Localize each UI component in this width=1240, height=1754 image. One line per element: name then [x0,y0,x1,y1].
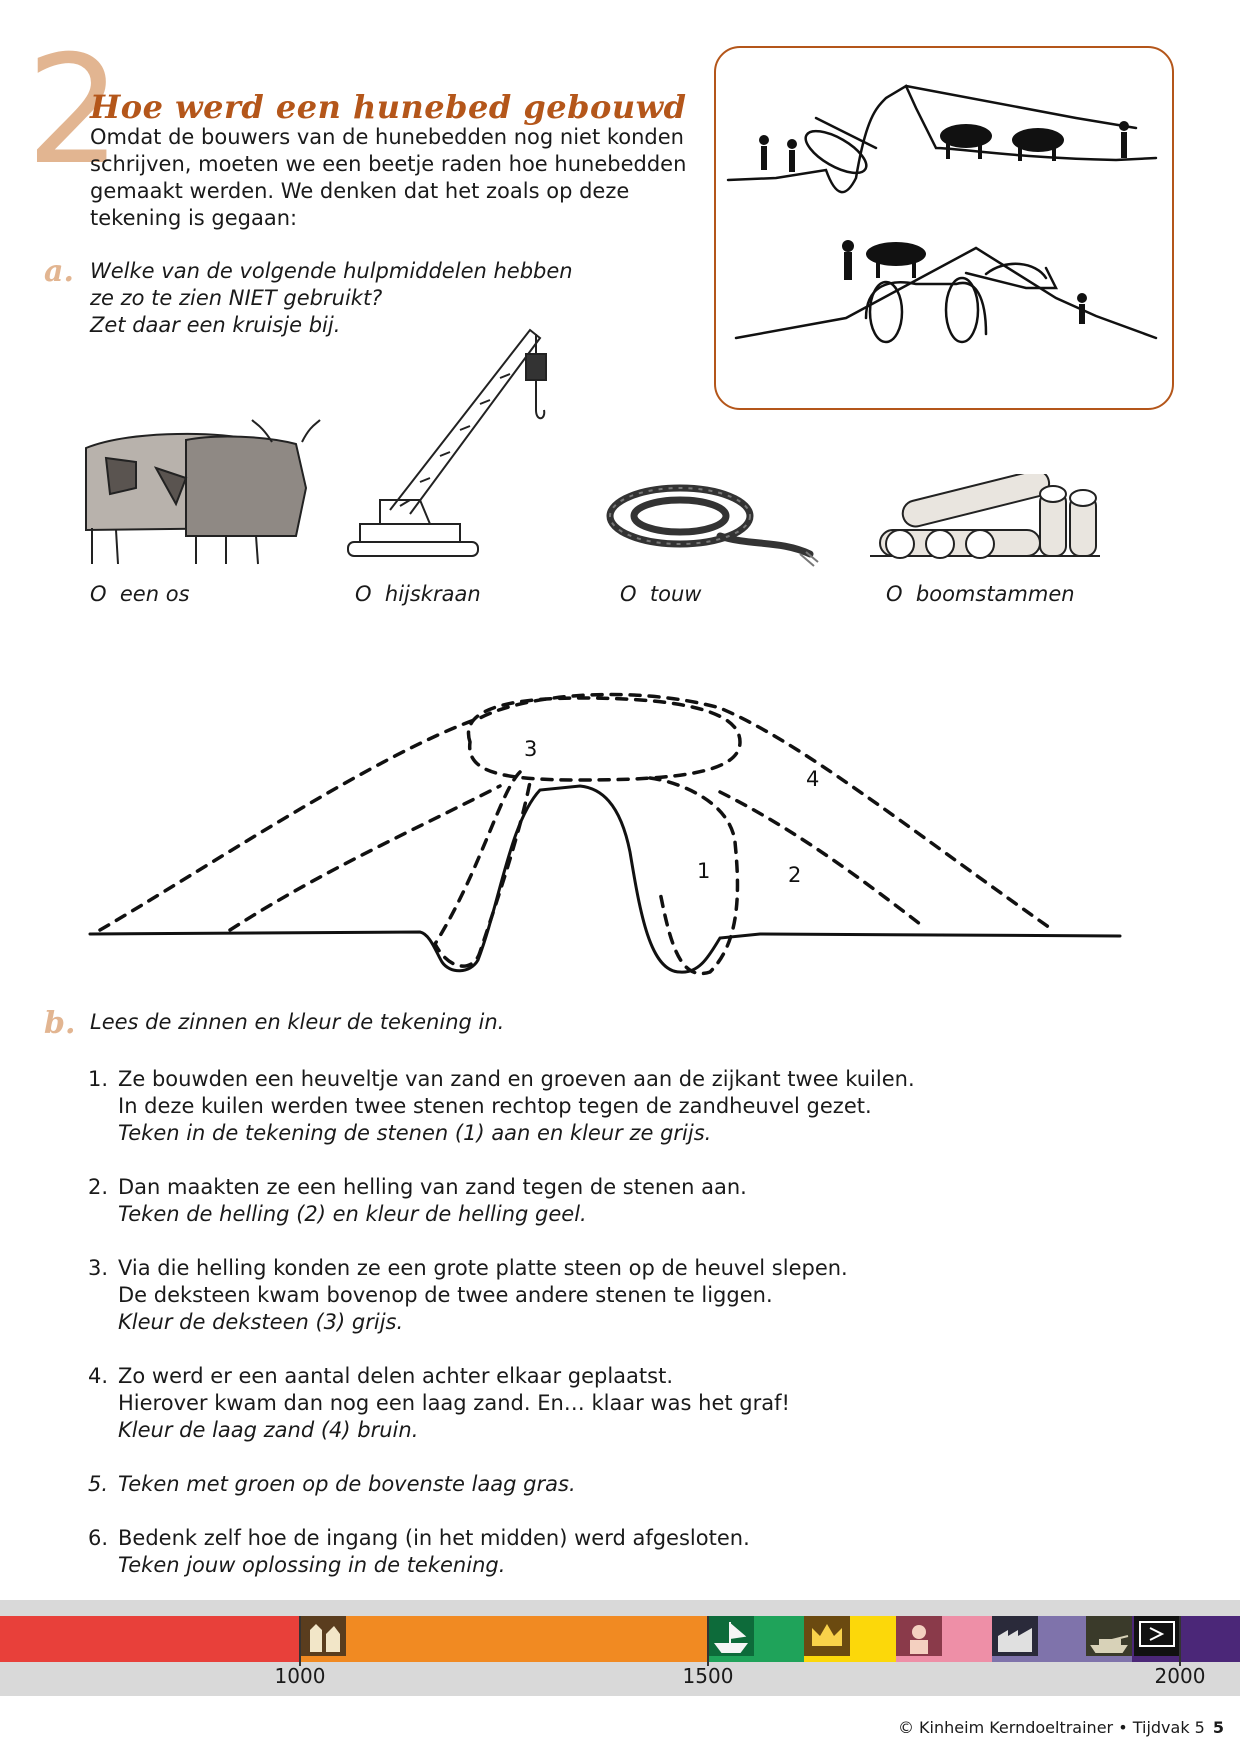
step-number: 3. [88,1256,109,1280]
step-item [88,1471,1148,1498]
ox-icon [66,418,326,568]
step-task: Teken de helling (2) en kleur de helling geel. [118,1202,587,1226]
step-line: Bedenk zelf hoe de ingang (in het midden) werd afgesloten. [118,1526,750,1550]
option-ox[interactable] [90,582,190,606]
step-item [88,1525,1148,1579]
step-task: Teken in de tekening de stenen (1) aan en kleur ze grijs. [118,1121,712,1145]
intro-line: gemaakt werden. We denken dat het zoals op deze [90,179,630,203]
hunebed-diagram[interactable] [80,672,1130,1002]
step-line: Hierover kwam dan nog een laag zand. En… klaar was het graf! [118,1391,790,1415]
diagram-label-3: 3 [524,737,538,761]
option-label: boomstammen [915,582,1075,606]
step-item [88,1174,1148,1228]
step-line: De deksteen kwam bovenop de twee andere stenen te liggen. [118,1283,773,1307]
intro-line: tekening is gegaan: [90,206,298,230]
timeline-segment-red [0,1616,300,1662]
timeline-segment-orange [300,1616,708,1662]
step-number: 4. [88,1364,109,1388]
option-label: hijskraan [384,582,481,606]
diagram-label-4: 4 [806,767,820,791]
step-line: Zo werd er een aantal delen achter elkaar geplaatst. [118,1364,673,1388]
instruction-list [88,1066,1148,1606]
step-task: Teken met groen op de bovenste laag gras. [118,1472,576,1496]
page-number: 5 [1212,1718,1224,1737]
timeline-label-2000: 2000 [1154,1664,1206,1688]
option-label: touw [649,582,702,606]
building-sketch [716,48,1172,408]
intro-text [90,124,710,232]
step-task: Kleur de laag zand (4) bruin. [118,1418,419,1442]
intro-line: schrijven, moeten we een beetje raden hoe hunebedden [90,152,687,176]
step-item [88,1255,1148,1336]
step-line: Via die helling konden ze een grote platte steen op de heuvel slepen. [118,1256,848,1280]
option-label: een os [119,582,190,606]
step-number: 5. [88,1472,109,1496]
logs-icon [860,474,1110,574]
timeline-segments [0,1616,1240,1662]
question-b-letter: b. [44,1006,76,1041]
step-number: 6. [88,1526,109,1550]
option-checkbox[interactable]: O [355,582,372,606]
option-checkbox[interactable]: O [886,582,903,606]
step-task: Kleur de deksteen (3) grijs. [118,1310,404,1334]
option-checkbox[interactable]: O [90,582,107,606]
step-line: Ze bouwden een heuveltje van zand en groeven aan de zijkant twee kuilen. [118,1067,915,1091]
rope-icon [600,470,820,570]
step-number: 2. [88,1175,109,1199]
timeline-graphic [0,1600,1240,1696]
question-a-line: ze zo te zien NIET gebruikt? [90,286,383,310]
diagram-label-2: 2 [788,863,802,887]
diagram-label-1: 1 [697,859,711,883]
question-a-line: Welke van de volgende hulpmiddelen hebben [90,259,573,283]
step-task: Teken jouw oplossing in de tekening. [118,1553,506,1577]
exercise-number: 2 [26,24,122,198]
step-line: Dan maakten ze een helling van zand tegen de stenen aan. [118,1175,747,1199]
option-crane[interactable] [355,582,481,606]
step-item [88,1066,1148,1147]
timeline-label-1500: 1500 [682,1664,734,1688]
footer [898,1718,1224,1737]
timeline-bar [0,1600,1240,1696]
question-b-intro: Lees de zinnen en kleur de tekening in. [90,1010,505,1034]
step-item [88,1363,1148,1444]
crane-icon [340,310,570,570]
timeline-label-1000: 1000 [274,1664,326,1688]
footer-copyright: © Kinheim Kerndoeltrainer • Tijdvak 5 [897,1718,1205,1737]
question-a-letter: a. [44,254,74,289]
intro-line: Omdat de bouwers van de hunebedden nog niet konden [90,125,684,149]
option-logs[interactable] [886,582,1075,606]
option-rope[interactable] [620,582,701,606]
question-a-line: Zet daar een kruisje bij. [90,313,341,337]
building-illustration-box [714,46,1174,410]
page-title: Hoe werd een hunebed gebouwd [90,88,687,126]
step-line: In deze kuilen werden twee stenen rechtop tegen de zandheuvel gezet. [118,1094,872,1118]
option-checkbox[interactable]: O [620,582,637,606]
step-number: 1. [88,1067,109,1091]
